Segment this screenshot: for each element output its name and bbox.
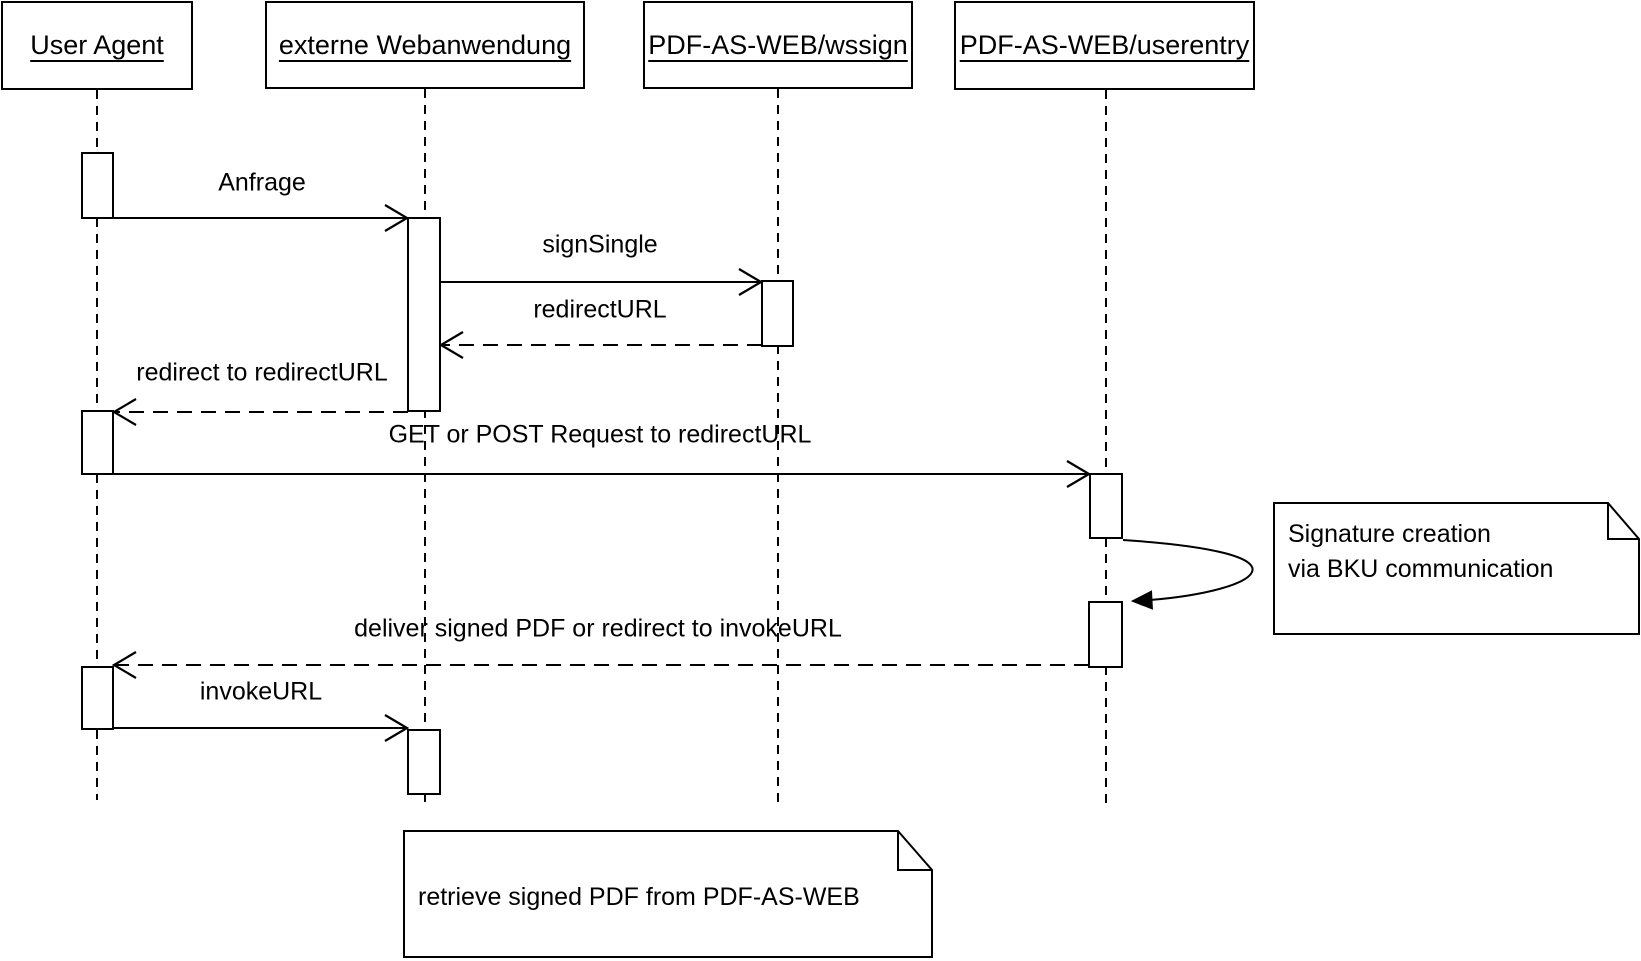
message-label-redirecturl: redirectURL	[533, 295, 667, 324]
message-label-invokeurl: invokeURL	[199, 677, 323, 706]
actor-box-user-agent	[1, 1, 193, 90]
activation-externe-webanwendung-1	[408, 218, 440, 411]
note-line: retrieve signed PDF from PDF-AS-WEB	[418, 883, 860, 911]
actor-label-externe-webanwendung: externe Webanwendung	[278, 29, 572, 60]
note-text-retrieve-pdf	[418, 880, 860, 915]
actor-box-userentry	[954, 1, 1255, 90]
activation-externe-webanwendung-2	[408, 730, 440, 794]
actor-box-wssign	[643, 1, 913, 89]
activation-wssign-1	[762, 281, 793, 346]
activation-userentry-2	[1089, 602, 1122, 667]
message-label-redirect-to-redirecturl: redirect to redirectURL	[136, 358, 388, 387]
actor-label-user-agent: User Agent	[30, 30, 164, 60]
message-label-anfrage: Anfrage	[218, 168, 306, 197]
message-label-signsingle: signSingle	[542, 230, 658, 259]
note-line: Signature creation	[1288, 520, 1491, 548]
message-label-get-or-post: GET or POST Request to redirectURL	[388, 420, 812, 449]
actor-label-wssign: PDF-AS-WEB/wssign	[648, 29, 908, 60]
activation-user-agent-3	[82, 667, 113, 729]
activation-user-agent-2	[82, 411, 113, 474]
activation-user-agent-1	[82, 153, 113, 218]
note-text-signature-creation	[1288, 517, 1553, 587]
self-message-loop-userentry	[1123, 540, 1253, 601]
activation-userentry-1	[1090, 474, 1122, 538]
message-label-deliver-signed-pdf: deliver signed PDF or redirect to invokeURL	[354, 614, 842, 643]
actor-label-userentry: PDF-AS-WEB/userentry	[959, 30, 1250, 60]
note-line: via BKU communication	[1288, 555, 1554, 583]
actor-box-externe-webanwendung	[265, 1, 585, 89]
